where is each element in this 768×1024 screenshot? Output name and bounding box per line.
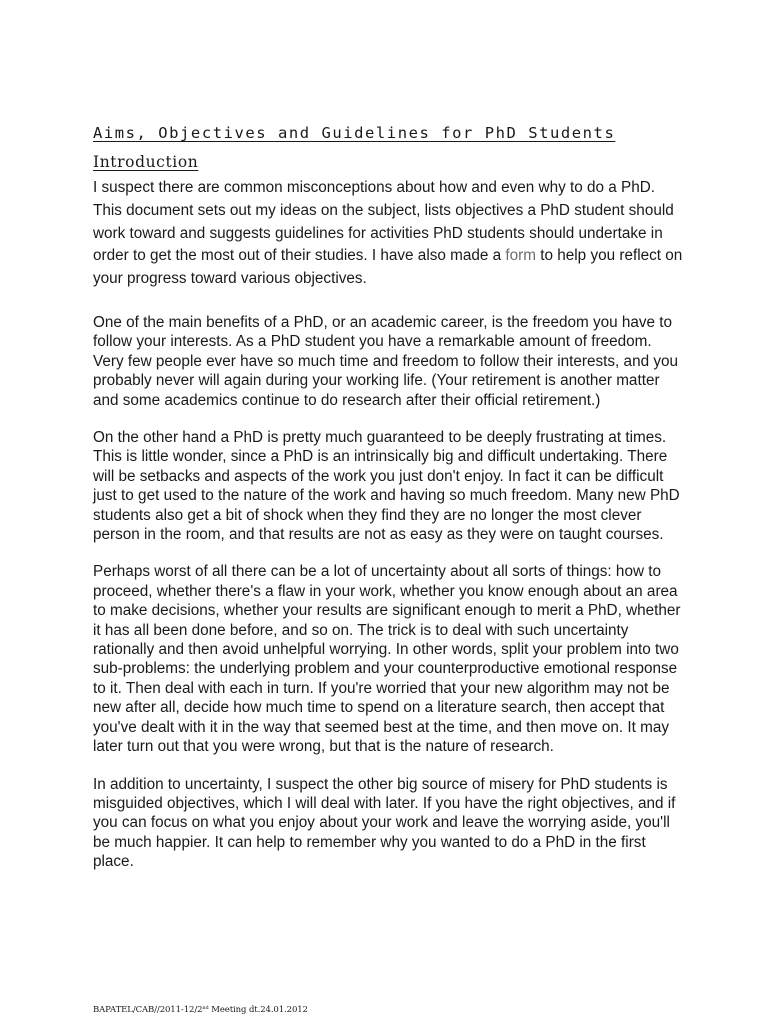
footer-reference: BAPATEL/CAB//2011-12/2 [93, 1005, 203, 1015]
document-title: Aims, Objectives and Guidelines for PhD Students [93, 124, 616, 142]
document-body [93, 122, 683, 872]
intro-text-before-link: I suspect there are common misconceptions about how and even why to do a PhD. This document sets out my ideas on the subject, lists objectives a PhD student should work toward and suggests guidelines for activities PhD students should undertake in order to get the most out of their studies. I have also made a [93, 179, 674, 265]
section-heading-introduction: Introduction [93, 153, 199, 171]
paragraph-frustration: On the other hand a PhD is pretty much guaranteed to be deeply frustrating at times. This is little wonder, since a PhD is an intrinsically big and difficult undertaking. There will be setbacks and aspects of the work you just don't enjoy. In fact it can be difficult just to get used to the nature of the work and having so much freedom. Many new PhD students also get a bit of shock when they find they are no longer the most clever person in the room, and that results are not as easy as they were on taught courses. [93, 429, 680, 544]
footer-superscript: nd [202, 1005, 209, 1011]
paragraph-objectives: In addition to uncertainty, I suspect the other big source of misery for PhD students is misguided objectives, which I will deal with later. If you have the right objectives, and if you can focus on what you enjoy about your work and leave the worrying aside, you'll be much happier. It can help to remember why you wanted to do a PhD in the first place. [93, 775, 676, 871]
form-link[interactable]: form [505, 247, 537, 265]
footer-meeting-date: Meeting dt.24.01.2012 [208, 1005, 308, 1015]
paragraph-uncertainty: Perhaps worst of all there can be a lot of uncertainty about all sorts of things: how to proceed, whether there's a flaw in your work, whether you know enough about an area to make decisions, whether your results are significant enough to merit a PhD, whether it has all been done before, and so on. The trick is to deal with such uncertainty rationally and then avoid unhelpful worrying. In other words, split your problem into two sub-problems: the underlying problem and your counterproductive emotional response to it. Then deal with each in turn. If you're worried that your new algorithm may not be new after all, decide how much time to spend on a literature search, then accept that you've dealt with it in the way that seemed best at the time, and then move on. It may later turn out that you were wrong, but that is the nature of research. [93, 563, 681, 756]
paragraph-freedom: One of the main benefits of a PhD, or an academic career, is the freedom you have to follow your interests. As a PhD student you have a remarkable amount of freedom. Very few people ever have so much time and freedom to follow their interests, and you probably never will again during your working life. (Your retirement is another matter and some academics continue to do research after their official retirement.) [93, 313, 678, 409]
page-footer [93, 1003, 308, 1016]
intro-text-after-link: to help you reflect on your progress toward various objectives. [93, 247, 683, 288]
intro-paragraph [93, 177, 683, 291]
